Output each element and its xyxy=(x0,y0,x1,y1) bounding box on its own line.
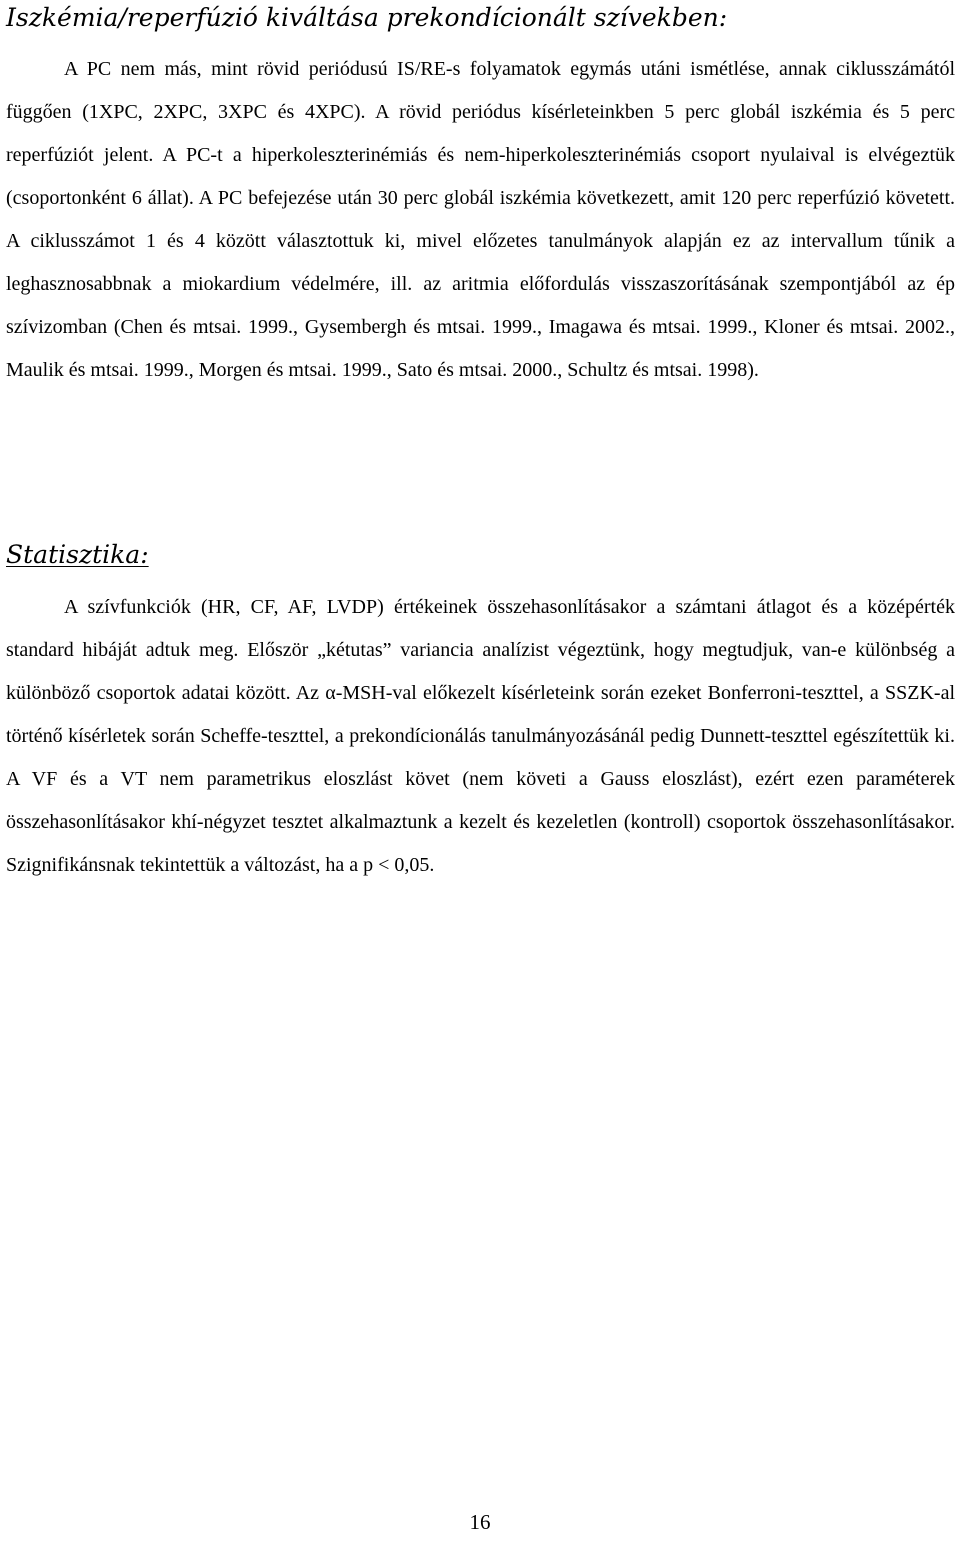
paragraph-statistics: A szívfunkciók (HR, CF, AF, LVDP) értékeinek összehasonlításakor a számtani átlagot és a középérték standard hibáját adtuk meg. Először „kétutas” variancia analízist végeztünk, hogy megtudjuk, van-e különbség a különböző csoportok adatai között. Az α-MSH-val előkezelt kísérleteink során ezeket Bonferroni-teszttel, a SSZK-al történő kísérletek során Scheffe-teszttel, a prekondícionálás tanulmányozásánál pedig Dunnett-teszttel egészítettük ki. A VF és a VT nem parametrikus eloszlást követ (nem követi a Gauss eloszlást), ezért ezen paraméterek összehasonlításakor khí-négyzet tesztet alkalmaztunk a kezelt és kezeletlen (kontroll) csoportok összehasonlításakor. Szignifikánsnak tekintettük a változást, ha a p < 0,05. xyxy=(6,596,955,876)
section-heading-statistics: Statisztika: xyxy=(6,540,149,569)
paragraph-ischemia-protocol: A PC nem más, mint rövid periódusú IS/RE-s folyamatok egymás utáni ismétlése, annak ciklusszámától függően (1XPC, 2XPC, 3XPC és 4XPC). A rövid periódus kísérleteinkben 5 perc globál iszkémia és 5 perc reperfúziót jelent. A PC-t a hiperkoleszterinémiás és nem-hiperkoleszterinémiás csoport nyulaival is elvégeztük (csoportonként 6 állat). A PC befejezése után 30 perc globál iszkémia következett, amit 120 perc reperfúzió követett. A ciklusszámot 1 és 4 között választottuk ki, mivel előzetes tanulmányok alapján ez az intervallum tűnik a leghasznosabbnak a miokardium védelmére, ill. az aritmia előfordulás visszaszorításának szempontjából az ép szívizomban (Chen és mtsai. 1999., Gysembergh és mtsai. 1999., Imagawa és mtsai. 1999., Kloner és mtsai. 2002., Maulik és mtsai. 1999., Morgen és mtsai. 1999., Sato és mtsai. 2000., Schultz és mtsai. 1998). xyxy=(6,58,955,381)
page-number: 16 xyxy=(469,1510,491,1534)
section-heading-ischemia: Iszkémia/reperfúzió kiváltása prekondícionált szívekben: xyxy=(6,3,728,32)
